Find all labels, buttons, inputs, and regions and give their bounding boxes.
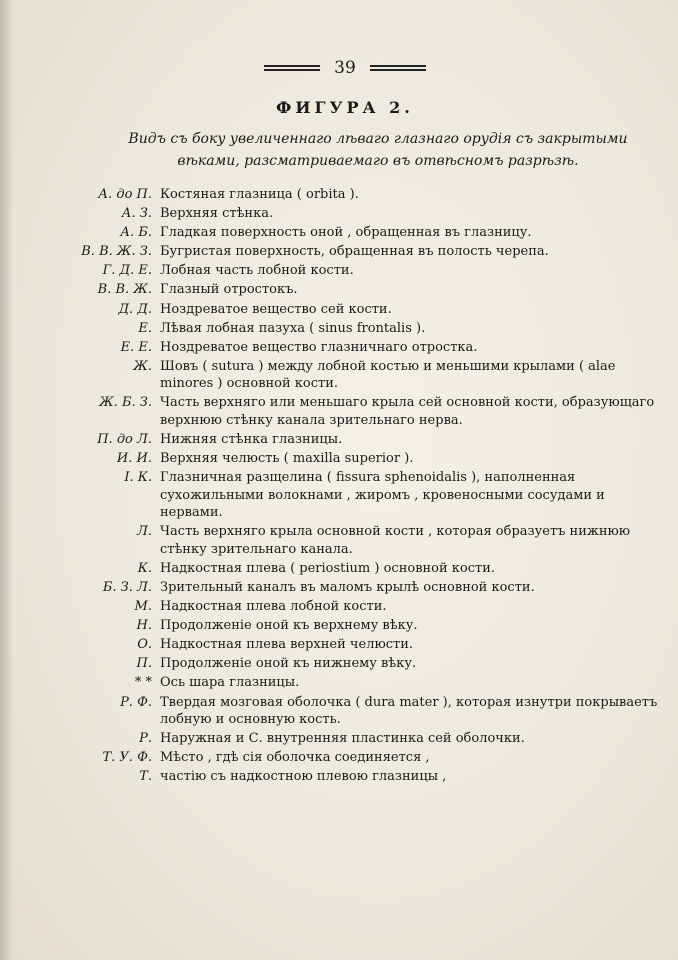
legend-entry — [24, 205, 664, 223]
legend-label: Е. Е. — [120, 339, 152, 355]
legend-entry — [24, 358, 664, 393]
legend-text: Надкостная плева верхней челюсти. — [160, 637, 414, 653]
legend-label: Н. — [136, 618, 152, 634]
legend-text: Глазничная разщелина ( fissura sphenoidalis ), наполненная сухожильными волокнами , жиромъ , кровеносными сосудами и нервами. — [160, 470, 605, 521]
legend-entry — [24, 674, 664, 692]
legend-label: В. В. Ж. З. — [81, 244, 152, 260]
legend-label: О. — [137, 637, 152, 653]
legend-entry — [24, 301, 664, 319]
legend-label: М. — [134, 599, 152, 615]
legend-entry — [24, 450, 664, 468]
legend-label: Ж. Б. З. — [99, 395, 152, 411]
legend-text: Продолженіе оной къ нижнему вѣку. — [160, 656, 417, 672]
legend-label: П. — [136, 656, 152, 672]
legend-entry — [24, 598, 664, 616]
legend-text: Ноздреватое вещество сей кости. — [160, 301, 392, 317]
legend-entry — [24, 243, 664, 261]
legend-entry — [24, 636, 664, 654]
book-page — [12, 0, 678, 960]
legend-entry — [24, 768, 664, 786]
figure-title: ФИГУРА 2. — [276, 98, 414, 117]
legend-text: Наружная и С. внутренняя пластинка сей оболочки. — [160, 731, 525, 747]
legend-entry — [24, 655, 664, 673]
page-header — [12, 58, 678, 78]
legend-entry — [24, 394, 664, 429]
legend-label: * * — [134, 675, 152, 691]
legend-text: Костяная глазница ( orbita ). — [160, 187, 359, 202]
legend-label: К. — [137, 560, 152, 576]
legend-text: Надкостная плева лобной кости. — [160, 599, 387, 615]
legend-list — [24, 186, 664, 787]
legend-label: Л. — [137, 524, 152, 540]
legend-text: Ось шара глазницы. — [160, 675, 300, 691]
legend-text: Продолженіе оной къ верхнему вѣку. — [160, 618, 418, 634]
legend-text: частію съ надкостною плевою глазницы , — [160, 769, 447, 785]
legend-entry — [24, 281, 664, 299]
page-number: 39 — [334, 58, 356, 78]
legend-entry — [24, 431, 664, 449]
legend-entry — [24, 579, 664, 597]
legend-text: Ноздреватое вещество глазничнаго отростка. — [160, 339, 478, 355]
figure-caption: Видъ съ боку увеличеннаго лѣваго глазнаго орудія съ закрытыми вѣками, разсматриваемаго въ отвѣсномъ разрѣзѣ. — [128, 131, 628, 169]
legend-label: Т. — [139, 769, 152, 785]
left-rule — [264, 65, 320, 71]
legend-text: Зрительный каналъ въ маломъ крылѣ основной кости. — [160, 580, 535, 595]
legend-text: Часть верхняго крыла основной кости , которая образуетъ нижнюю стѣнку зрительнаго канала. — [160, 524, 631, 557]
legend-text: Шовъ ( sutura ) между лобной костью и меньшими крылами ( alae minores ) основной кости. — [160, 358, 616, 392]
legend-text: Мѣсто , гдѣ сія оболочка соединяется , — [160, 750, 430, 766]
legend-label: Р. Ф. — [120, 694, 152, 710]
legend-label: Г. Д. Е. — [102, 263, 152, 279]
legend-entry — [24, 694, 664, 729]
legend-entry — [24, 262, 664, 280]
legend-text: Бугристая поверхность, обращенная въ полость черепа. — [160, 244, 549, 260]
legend-entry — [24, 523, 664, 558]
legend-text: Верхняя челюсть ( maxilla superior ). — [160, 451, 414, 467]
legend-entry — [24, 186, 664, 204]
legend-text: Лѣвая лобная пазуха ( sinus frontalis ). — [160, 320, 426, 336]
legend-text: Часть верхняго или меньшаго крыла сей основной кости, образующаго верхнюю стѣнку канала зрительнаго нерва. — [160, 395, 655, 428]
legend-label: Е. — [138, 320, 152, 336]
legend-label: А. Б. — [120, 225, 152, 241]
legend-entry — [24, 730, 664, 748]
right-rule — [370, 65, 426, 71]
legend-label: Б. З. Л. — [102, 580, 152, 595]
legend-label: В. В. Ж. — [97, 282, 152, 298]
legend-entry — [24, 339, 664, 357]
legend-entry — [24, 560, 664, 578]
legend-text: Верхняя стѣнка. — [160, 206, 274, 222]
legend-text: Надкостная плева ( periostium ) основной кости. — [160, 560, 496, 576]
legend-label: Р. — [139, 731, 152, 747]
legend-label: I. К. — [124, 470, 152, 486]
legend-text: Глазный отростокъ. — [160, 282, 298, 298]
legend-text: Нижняя стѣнка глазницы. — [160, 432, 343, 448]
legend-text: Лобная часть лобной кости. — [160, 263, 354, 279]
legend-entry — [24, 320, 664, 338]
legend-entry — [24, 749, 664, 767]
legend-label: П. до Л. — [97, 432, 152, 448]
legend-entry — [24, 469, 664, 522]
legend-entry — [24, 224, 664, 242]
legend-text: Твердая мозговая оболочка ( dura mater ), которая изнутри покрываетъ лобную и основную кость. — [160, 694, 658, 728]
legend-label: Т. У. Ф. — [102, 750, 152, 766]
legend-text: Гладкая поверхность оной , обращенная въ глазницу. — [160, 225, 532, 241]
legend-label: И. И. — [116, 451, 152, 467]
legend-label: А. З. — [121, 206, 152, 222]
legend-label: А. до П. — [98, 187, 152, 202]
legend-entry — [24, 617, 664, 635]
legend-label: Д. Д. — [118, 301, 152, 317]
page-edge — [0, 0, 12, 960]
legend-label: Ж. — [133, 358, 152, 374]
